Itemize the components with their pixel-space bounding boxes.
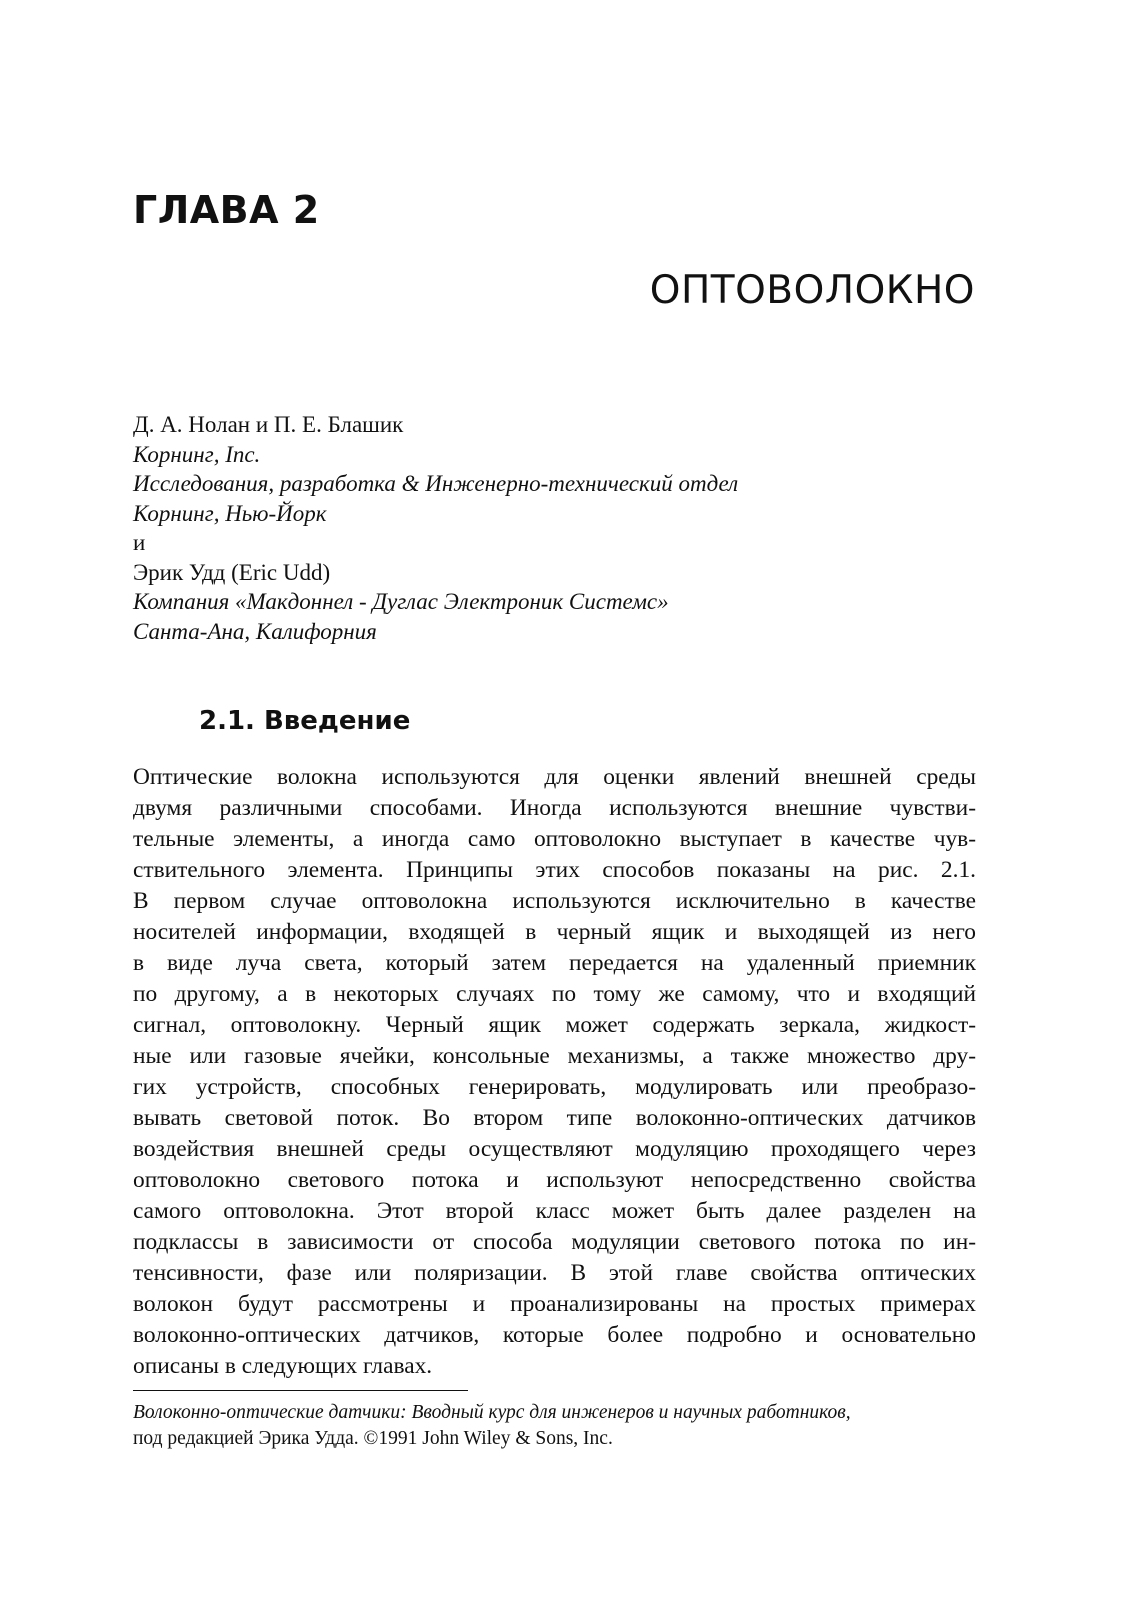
paragraph-line: двумя различными способами. Иногда используются внешние чувстви- xyxy=(133,795,976,821)
paragraph-line: волоконно-оптических датчиков, которые более подробно и основательно xyxy=(133,1322,976,1348)
chapter-label: ГЛАВА 2 xyxy=(133,188,320,232)
paragraph-line: в виде луча света, который затем передается на удаленный приемник xyxy=(133,950,976,976)
author-line: и xyxy=(133,530,146,555)
footnote-book-title: Волоконно-оптические датчики: Вводный курс для инженеров и научных работников, xyxy=(133,1402,851,1423)
paragraph-line: описаны в следующих главах. xyxy=(133,1353,433,1379)
paragraph-line: сигнал, оптоволокну. Черный ящик может содержать зеркала, жидкост- xyxy=(133,1012,976,1038)
footnote-credit: под редакцией Эрика Удда. ©1991 John Wiley & Sons, Inc. xyxy=(133,1428,613,1449)
paragraph-line: тельные элементы, а иногда само оптоволокно выступает в качестве чув- xyxy=(133,826,976,852)
paragraph-line: носителей информации, входящей в черный ящик и выходящей из него xyxy=(133,919,976,945)
chapter-title: ОПТОВОЛОКНО xyxy=(649,268,975,313)
paragraph-line: В первом случае оптоволокна используются исключительно в качестве xyxy=(133,888,976,914)
paragraph-line: ствительного элемента. Принципы этих способов показаны на рис. 2.1. xyxy=(133,857,976,883)
author-affiliations xyxy=(133,410,738,646)
author-line: Корнинг, Inc. xyxy=(133,441,261,467)
author-line: Компания «Макдоннел - Дуглас Электроник Системс» xyxy=(133,589,669,614)
paragraph-line: Оптические волокна используются для оценки явлений внешней среды xyxy=(133,764,976,790)
section-heading: 2.1. Введение xyxy=(199,706,411,736)
paragraph-line: гих устройств, способных генерировать, модулировать или преобразо- xyxy=(133,1074,976,1100)
author-line: Исследования, разработка & Инженерно-технический отдел xyxy=(133,471,739,496)
paragraph-line: по другому, а в некоторых случаях по тому же самому, что и входящий xyxy=(133,981,976,1007)
paragraph-line: оптоволокно светового потока и используют непосредственно свойства xyxy=(133,1167,976,1193)
paragraph-line: подклассы в зависимости от способа модуляции светового потока по ин- xyxy=(133,1229,976,1255)
paragraph-line: волокон будут рассмотрены и проанализированы на простых примерах xyxy=(133,1291,976,1317)
paragraph-line: ные или газовые ячейки, консольные механизмы, а также множество дру- xyxy=(133,1043,976,1069)
paragraph-line: самого оптоволокна. Этот второй класс может быть далее разделен на xyxy=(133,1198,976,1224)
section-body xyxy=(133,762,976,1382)
footnote-divider xyxy=(133,1390,468,1391)
paragraph-line: вывать световой поток. Во втором типе волоконно-оптических датчиков xyxy=(133,1105,976,1131)
paragraph-line: воздействия внешней среды осуществляют модуляцию проходящего через xyxy=(133,1136,976,1162)
paragraph-line: тенсивности, фазе или поляризации. В этой главе свойства оптических xyxy=(133,1260,976,1286)
author-line: Санта-Ана, Калифорния xyxy=(133,618,377,644)
author-line: Корнинг, Нью-Йорк xyxy=(133,500,327,526)
author-line: Эрик Удд (Eric Udd) xyxy=(133,559,331,585)
author-line: Д. А. Нолан и П. Е. Блашик xyxy=(133,412,404,437)
footnote xyxy=(133,1400,976,1452)
